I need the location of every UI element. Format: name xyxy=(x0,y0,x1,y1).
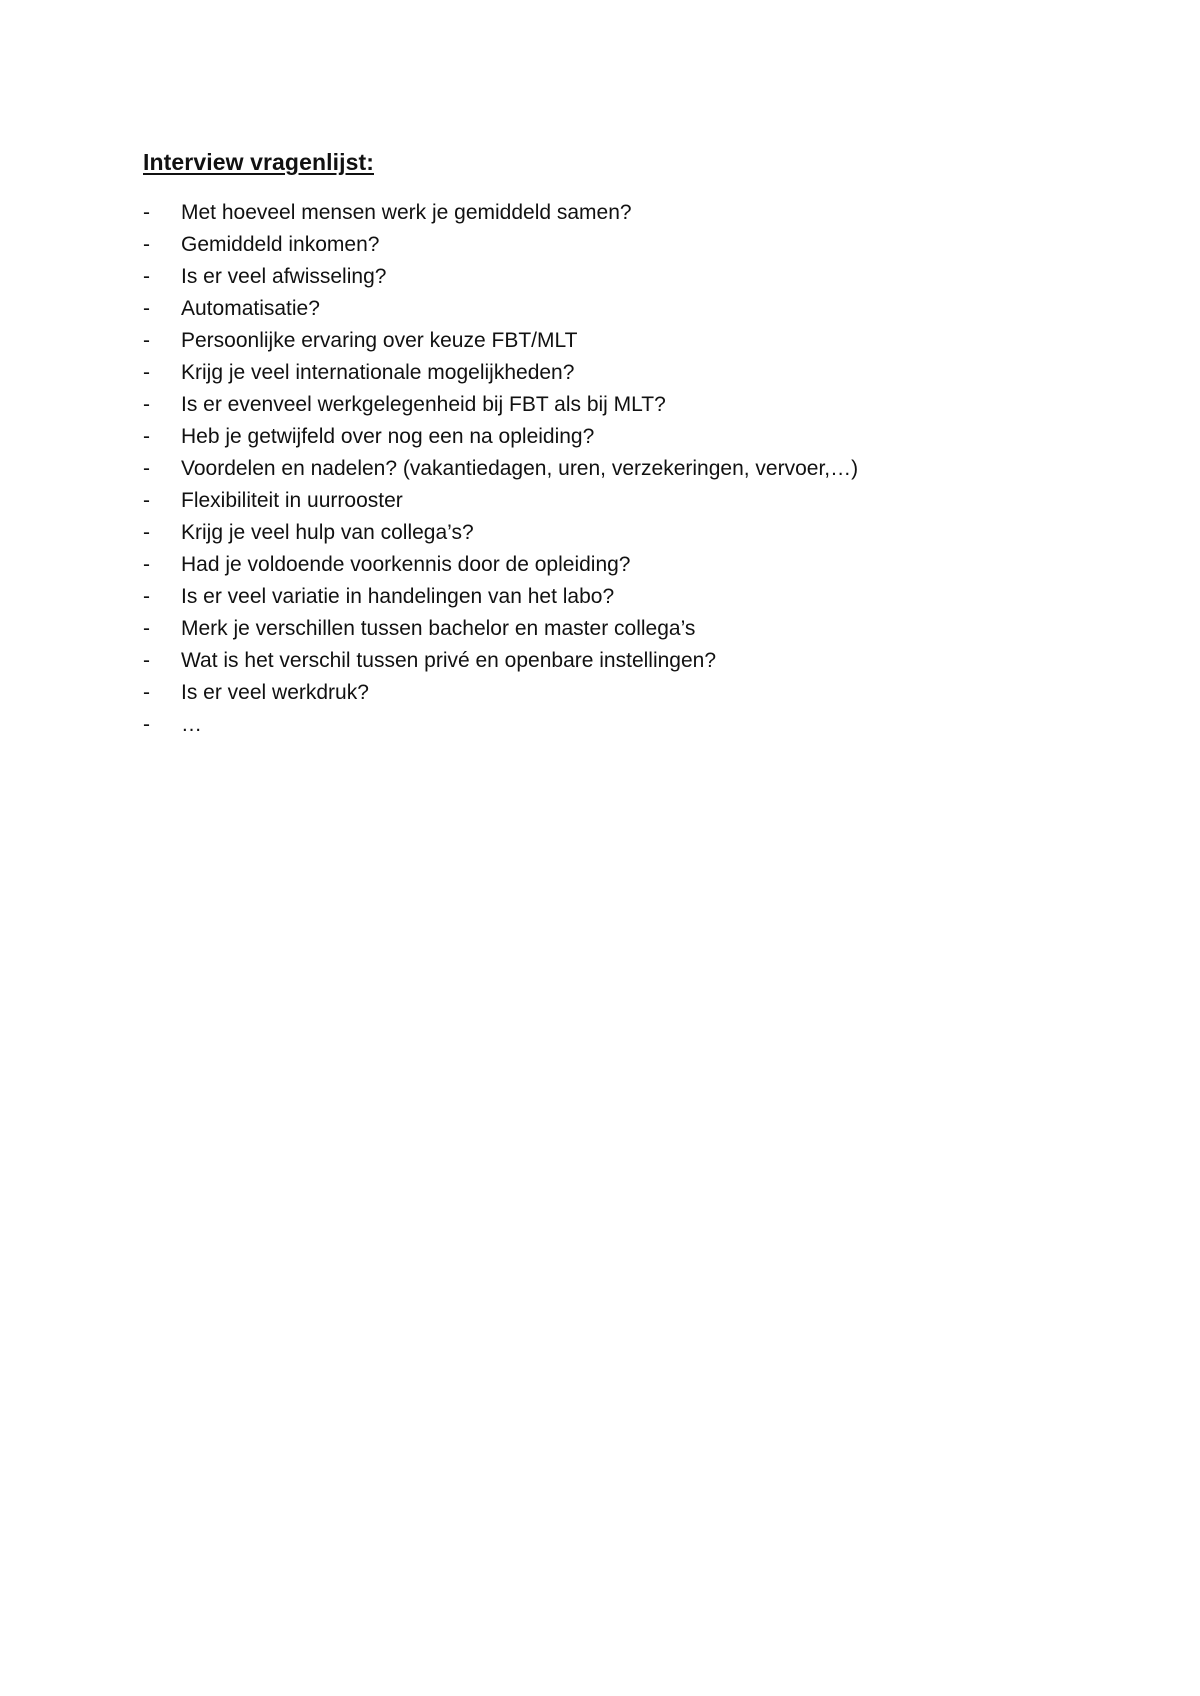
question-item xyxy=(143,453,1083,485)
question-text: Merk je verschillen tussen bachelor en master collega’s xyxy=(181,617,696,640)
question-item xyxy=(143,421,1083,453)
question-text: Heb je getwijfeld over nog een na opleiding? xyxy=(181,425,595,448)
question-text: Persoonlijke ervaring over keuze FBT/MLT xyxy=(181,329,578,352)
question-text: Wat is het verschil tussen privé en openbare instellingen? xyxy=(181,649,717,672)
question-item xyxy=(143,549,1083,581)
bullet-dash: - xyxy=(143,489,150,512)
bullet-dash: - xyxy=(143,361,150,384)
question-item xyxy=(143,613,1083,645)
question-text: Is er evenveel werkgelegenheid bij FBT als bij MLT? xyxy=(181,393,666,416)
bullet-dash: - xyxy=(143,713,150,736)
bullet-dash: - xyxy=(143,425,150,448)
bullet-dash: - xyxy=(143,265,150,288)
question-text: … xyxy=(181,713,202,736)
question-item xyxy=(143,261,1083,293)
question-item xyxy=(143,517,1083,549)
bullet-dash: - xyxy=(143,297,150,320)
bullet-dash: - xyxy=(143,521,150,544)
bullet-dash: - xyxy=(143,329,150,352)
question-list xyxy=(143,197,1083,741)
bullet-dash: - xyxy=(143,681,150,704)
question-item xyxy=(143,197,1083,229)
bullet-dash: - xyxy=(143,201,150,224)
question-item xyxy=(143,581,1083,613)
question-text: Is er veel variatie in handelingen van het labo? xyxy=(181,585,615,608)
bullet-dash: - xyxy=(143,585,150,608)
document-body xyxy=(143,147,1083,741)
question-text: Automatisatie? xyxy=(181,297,320,320)
question-text: Had je voldoende voorkennis door de opleiding? xyxy=(181,553,631,576)
bullet-dash: - xyxy=(143,649,150,672)
question-item xyxy=(143,645,1083,677)
question-text: Is er veel werkdruk? xyxy=(181,681,369,704)
question-item xyxy=(143,485,1083,517)
question-item xyxy=(143,677,1083,709)
question-text: Krijg je veel hulp van collega’s? xyxy=(181,521,474,544)
bullet-dash: - xyxy=(143,393,150,416)
question-item xyxy=(143,293,1083,325)
document-title: Interview vragenlijst: xyxy=(143,149,374,175)
question-item xyxy=(143,325,1083,357)
bullet-dash: - xyxy=(143,617,150,640)
bullet-dash: - xyxy=(143,233,150,256)
question-text: Krijg je veel internationale mogelijkheden? xyxy=(181,361,575,384)
question-text: Is er veel afwisseling? xyxy=(181,265,387,288)
question-text: Voordelen en nadelen? (vakantiedagen, uren, verzekeringen, vervoer,…) xyxy=(181,457,859,480)
bullet-dash: - xyxy=(143,553,150,576)
question-item xyxy=(143,709,1083,741)
question-item xyxy=(143,389,1083,421)
question-item xyxy=(143,229,1083,261)
question-text: Met hoeveel mensen werk je gemiddeld samen? xyxy=(181,201,632,224)
bullet-dash: - xyxy=(143,457,150,480)
question-item xyxy=(143,357,1083,389)
question-text: Flexibiliteit in uurrooster xyxy=(181,489,403,512)
question-text: Gemiddeld inkomen? xyxy=(181,233,380,256)
